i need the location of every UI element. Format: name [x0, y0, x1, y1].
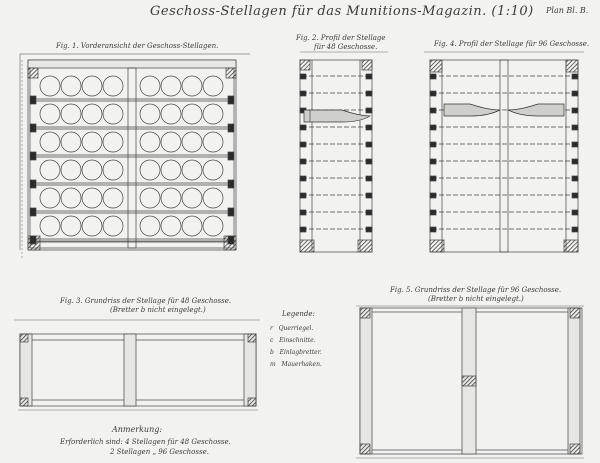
projectile-circle [61, 132, 81, 152]
shelf-bracket [300, 125, 306, 130]
projectile-circle [182, 216, 202, 236]
plan-label: Plan Bl. B. [546, 6, 589, 15]
shelf-bracket [572, 159, 578, 164]
projectile-circle [140, 104, 160, 124]
projectile-circle [161, 216, 181, 236]
shelf-bracket [30, 124, 36, 132]
shelf-bracket [228, 208, 234, 216]
shelf-bracket [430, 159, 436, 164]
legend-text: Einlagbretter. [279, 349, 322, 356]
shelf-bracket [572, 210, 578, 215]
projectile-circle [140, 216, 160, 236]
shelf-bracket [430, 193, 436, 198]
projectile-circle [203, 160, 223, 180]
shelf-bracket [366, 227, 372, 232]
projectile-circle [203, 104, 223, 124]
shelf-bracket [30, 152, 36, 160]
projectile-circle [40, 76, 60, 96]
shelf-bracket [228, 180, 234, 188]
shelf-bracket [366, 176, 372, 181]
legend-key: m [270, 361, 276, 368]
projectile-circle [61, 104, 81, 124]
projectile-circle [182, 160, 202, 180]
shelf-bracket [430, 125, 436, 130]
note-line2: 2 Stellagen „ 96 Geschosse. [110, 448, 209, 456]
projectile-circle [161, 188, 181, 208]
fig2-caption-line1: Fig. 2. Profil der Stellage [296, 34, 386, 42]
fig3-caption-line1: Fig. 3. Grundriss der Stellage für 48 Geschosse. [60, 297, 232, 305]
shelf-bracket [572, 227, 578, 232]
fig5-caption-line1: Fig. 5. Grundriss der Stellage für 96 Geschosse. [390, 286, 562, 294]
projectile-circle [182, 104, 202, 124]
projectile-circle [82, 160, 102, 180]
projectile-circle [82, 188, 102, 208]
shelf-bracket [430, 210, 436, 215]
legend-key: r [270, 325, 273, 332]
projectile-circle [203, 188, 223, 208]
shelf-bracket [366, 210, 372, 215]
projectile-circle [203, 132, 223, 152]
projectile-circle [40, 188, 60, 208]
projectile-circle [103, 216, 123, 236]
fig1-front-view [20, 54, 250, 260]
shelf-bracket [366, 74, 372, 79]
shelf-bracket [572, 91, 578, 96]
projectile-circle [61, 216, 81, 236]
legend-text: Einschnitte. [279, 337, 316, 344]
shelf-bracket [572, 142, 578, 147]
shelf-bracket [300, 210, 306, 215]
note-title: Anmerkung: [112, 425, 163, 434]
legend-text: Mauerhaken. [281, 361, 322, 368]
shelf-bracket [300, 91, 306, 96]
projectile-circle [40, 132, 60, 152]
fig5-caption-line2: (Bretter b nicht eingelegt.) [428, 295, 524, 303]
shelf-bracket [228, 236, 234, 244]
shelf-bracket [228, 96, 234, 104]
shelf-bracket [366, 193, 372, 198]
shelf-bracket [572, 74, 578, 79]
fig5-plan-96 [356, 306, 584, 458]
shelf-bracket [30, 236, 36, 244]
projectile-circle [103, 132, 123, 152]
projectile-circle [82, 132, 102, 152]
fig2-caption-line2: für 48 Geschosse. [314, 43, 378, 51]
projectile-circle [182, 76, 202, 96]
shelf-bracket [366, 91, 372, 96]
projectile-circle [140, 132, 160, 152]
projectile-circle [40, 104, 60, 124]
fig4-profile-96 [424, 52, 584, 252]
projectile-circle [82, 216, 102, 236]
shelf-bracket [366, 108, 372, 113]
shelf-bracket [30, 96, 36, 104]
projectile-circle [140, 76, 160, 96]
projectile-circle [161, 160, 181, 180]
projectile-circle [103, 76, 123, 96]
shelf-bracket [300, 227, 306, 232]
legend-title: Legende: [282, 310, 315, 318]
shelf-bracket [300, 74, 306, 79]
shelf-bracket [430, 227, 436, 232]
projectile-circle [182, 188, 202, 208]
shelf-bracket [572, 125, 578, 130]
sheet-title: Geschoss-Stellagen für das Munitions-Magazin. (1:10) [150, 4, 534, 19]
projectile-circle [40, 160, 60, 180]
projectile-circle [61, 160, 81, 180]
projectile-circle [40, 216, 60, 236]
shelf-bracket [430, 108, 436, 113]
fig2-profile-48 [300, 52, 388, 252]
projectile-circle [82, 76, 102, 96]
shelf-bracket [572, 176, 578, 181]
shelf-bracket [572, 108, 578, 113]
fig1-caption: Fig. 1. Vorderansicht der Geschoss-Stellagen. [56, 42, 219, 50]
projectile-circle [182, 132, 202, 152]
shelf-bracket [30, 208, 36, 216]
projectile-circle [203, 76, 223, 96]
shelf-bracket [300, 193, 306, 198]
shelf-bracket [366, 142, 372, 147]
fig3-plan-48 [14, 320, 260, 410]
shelf-bracket [300, 142, 306, 147]
fig4-caption: Fig. 4. Profil der Stellage für 96 Geschosse. [434, 40, 590, 48]
shelf-bracket [228, 124, 234, 132]
shelf-bracket [430, 74, 436, 79]
projectile-circle [103, 104, 123, 124]
note-line1: Erforderlich sind: 4 Stellagen für 48 Geschosse. [60, 438, 231, 446]
shelf-bracket [430, 176, 436, 181]
fig3-caption-line2: (Bretter b nicht eingelegt.) [110, 306, 206, 314]
shelf-bracket [30, 180, 36, 188]
projectile-circle [82, 104, 102, 124]
projectile-circle [161, 104, 181, 124]
shelf-bracket [430, 91, 436, 96]
legend-key: b [270, 349, 274, 356]
shelf-bracket [366, 159, 372, 164]
projectile-circle [61, 76, 81, 96]
legend-key: c [270, 337, 274, 344]
projectile-circle [140, 160, 160, 180]
projectile-circle [61, 188, 81, 208]
legend-text: Querriegel. [278, 325, 314, 332]
shelf-bracket [366, 125, 372, 130]
shelf-bracket [572, 193, 578, 198]
shelf-bracket [228, 152, 234, 160]
shelf-bracket [300, 159, 306, 164]
shelf-bracket [430, 142, 436, 147]
projectile-circle [161, 76, 181, 96]
projectile-circle [161, 132, 181, 152]
projectile-circle [103, 188, 123, 208]
projectile-circle [140, 188, 160, 208]
shelf-bracket [300, 176, 306, 181]
projectile-circle [203, 216, 223, 236]
projectile-circle [103, 160, 123, 180]
